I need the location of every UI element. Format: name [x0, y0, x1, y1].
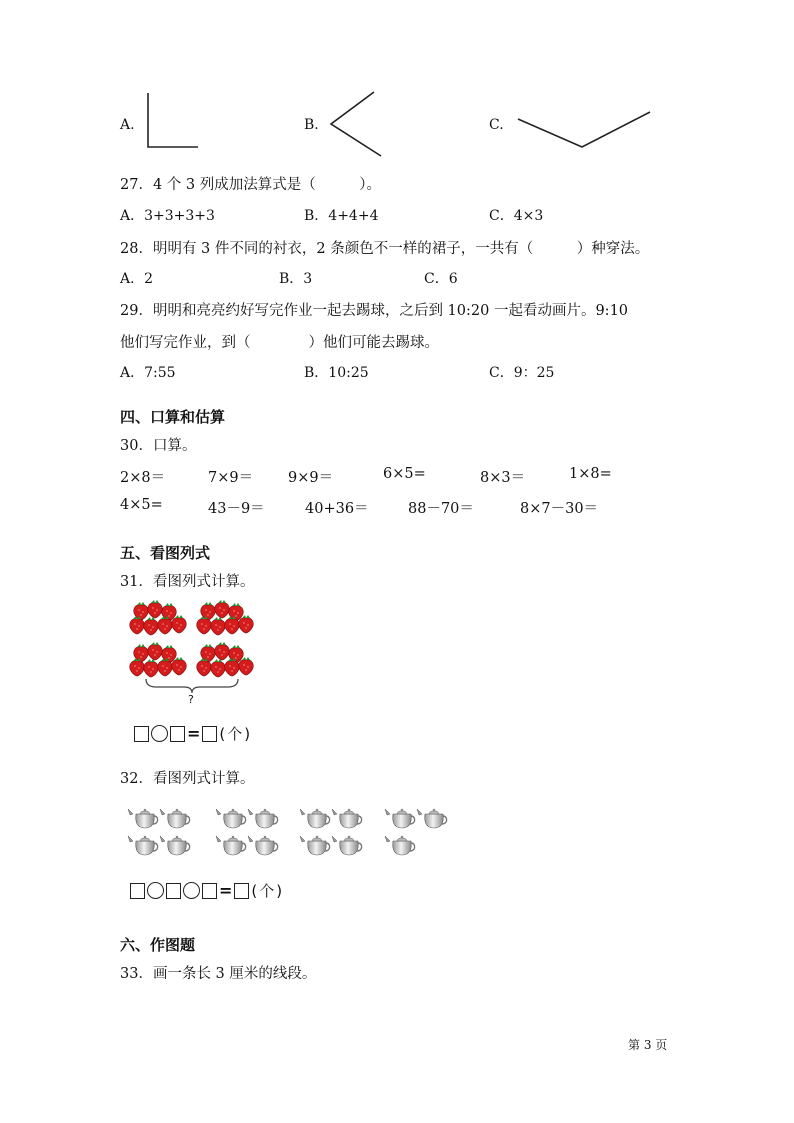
question-29-line1: 29．明明和亮亮约好写完作业一起去踢球，之后到 10:20 一起看动画片。9:10: [120, 303, 629, 319]
q32-equation-template: [130, 882, 282, 899]
calc-item: 40+36＝: [305, 501, 369, 517]
option-b-label: B.: [304, 117, 319, 133]
answer-box[interactable]: [166, 883, 181, 899]
teapot-icon: [332, 836, 362, 855]
question-30: 30．口算。: [120, 438, 197, 454]
answer-box[interactable]: [234, 883, 249, 899]
calc-item: 4×5=: [120, 497, 163, 513]
teapot-icon: [300, 836, 330, 855]
q29-option-c: C．9：25: [489, 365, 555, 381]
unit-label: 个: [259, 881, 275, 900]
calc-item: 8×7－30＝: [520, 501, 599, 517]
calc-item: 6×5=: [383, 466, 426, 482]
unit-label: 个: [227, 724, 243, 743]
answer-box[interactable]: [130, 883, 145, 899]
option-a-label: A.: [120, 117, 135, 133]
operator-circle[interactable]: [183, 882, 200, 899]
operator-circle[interactable]: [147, 882, 164, 899]
teapot-icon: [385, 836, 415, 855]
q27-option-b: B．4+4+4: [304, 208, 379, 224]
equals-sign: =: [187, 723, 201, 743]
answer-box[interactable]: [202, 883, 217, 899]
calc-item: 8×3＝: [480, 470, 526, 486]
question-mark: ?: [188, 693, 194, 706]
teapot-icon: [332, 809, 362, 828]
equals-sign: =: [219, 880, 233, 900]
question-27: 27．4 个 3 列成加法算式是（ ）。: [120, 177, 381, 193]
teapot-icon: [248, 836, 278, 855]
q29-option-a: A．7:55: [120, 365, 176, 381]
calc-item: 2×8＝: [120, 470, 166, 486]
q28-option-c: C．6: [424, 271, 458, 287]
paren-open: (: [219, 724, 226, 743]
calc-item: 1×8=: [569, 466, 612, 482]
section-4-title: 四、口算和估算: [120, 408, 226, 426]
section-6-title: 六、作图题: [120, 936, 196, 954]
question-28: 28．明明有 3 件不同的衬衣，2 条颜色不一样的裙子，一共有（ ）种穿法。: [120, 241, 650, 257]
teapot-icon: [385, 809, 415, 828]
teapot-icon: [216, 809, 246, 828]
calc-item: 88－70＝: [408, 501, 474, 517]
q29-option-b: B．10:25: [304, 365, 369, 381]
teapot-icon: [160, 809, 190, 828]
q27-option-a: A．3+3+3+3: [120, 208, 215, 224]
calc-item: 9×9＝: [288, 470, 334, 486]
teapot-icon: [248, 809, 278, 828]
section-5-title: 五、看图列式: [120, 544, 211, 562]
teapot-icon: [128, 836, 158, 855]
q28-option-b: B．3: [279, 271, 313, 287]
teapot-icon: [128, 809, 158, 828]
teapot-icon: [160, 836, 190, 855]
paren-open: (: [251, 881, 258, 900]
teapot-icon: [216, 836, 246, 855]
paren-close: ): [276, 881, 283, 900]
q27-option-c: C．4×3: [489, 208, 544, 224]
question-32: 32．看图列式计算。: [120, 771, 255, 787]
calc-item: 43－9＝: [208, 501, 265, 517]
teapot-icon: [300, 809, 330, 828]
calc-item: 7×9＝: [208, 470, 254, 486]
question-33: 33．画一条长 3 厘米的线段。: [120, 966, 317, 982]
paren-close: ): [244, 724, 251, 743]
teapot-icon: [417, 809, 447, 828]
option-c-label: C.: [489, 117, 504, 133]
question-31: 31．看图列式计算。: [120, 574, 255, 590]
q28-option-a: A．2: [120, 271, 154, 287]
question-29-line2: 他们写完作业，到（ ）他们可能去踢球。: [120, 335, 439, 351]
page-number: 第 3 页: [628, 1038, 668, 1052]
